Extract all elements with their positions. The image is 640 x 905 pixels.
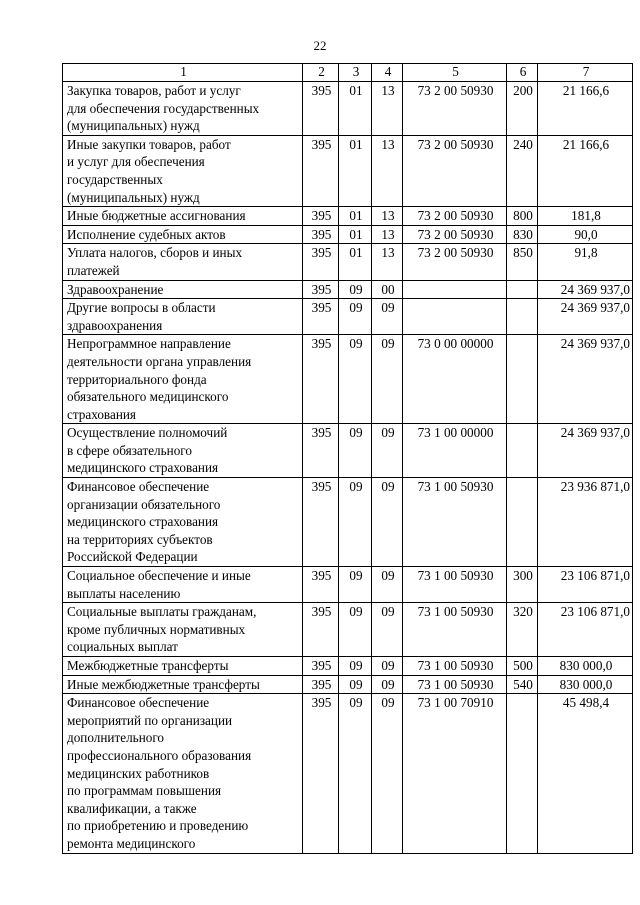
row-amount-cell: 24 369 937,0 bbox=[538, 299, 633, 335]
row-expense-type-cell bbox=[507, 280, 538, 299]
row-section-cell: 09 bbox=[339, 478, 372, 567]
row-code-cell: 395 bbox=[303, 335, 339, 424]
row-code-cell: 395 bbox=[303, 694, 339, 853]
table-row bbox=[63, 657, 633, 676]
row-name-cell: Социальное обеспечение и иные выплаты населению bbox=[63, 567, 303, 603]
row-section-cell: 01 bbox=[339, 207, 372, 226]
row-amount-cell: 91,8 bbox=[538, 244, 633, 280]
row-amount-cell: 21 166,6 bbox=[538, 135, 633, 206]
column-header: 2 bbox=[303, 64, 339, 82]
table-row bbox=[63, 478, 633, 567]
row-code-cell: 395 bbox=[303, 280, 339, 299]
row-amount-cell: 45 498,4 bbox=[538, 694, 633, 853]
row-expense-type-cell: 800 bbox=[507, 207, 538, 226]
row-section-cell: 09 bbox=[339, 657, 372, 676]
row-section-cell: 01 bbox=[339, 82, 372, 136]
row-name-cell: Другие вопросы в области здравоохранения bbox=[63, 299, 303, 335]
row-subsection-cell: 09 bbox=[372, 675, 403, 694]
row-subsection-cell: 09 bbox=[372, 478, 403, 567]
row-amount-cell: 90,0 bbox=[538, 225, 633, 244]
row-name-cell: Межбюджетные трансферты bbox=[63, 657, 303, 676]
table-row bbox=[63, 299, 633, 335]
row-amount-cell: 24 369 937,0 bbox=[538, 335, 633, 424]
column-header: 7 bbox=[538, 64, 633, 82]
row-subsection-cell: 13 bbox=[372, 82, 403, 136]
page-number: 22 bbox=[313, 38, 327, 53]
row-subsection-cell: 13 bbox=[372, 225, 403, 244]
row-amount-cell: 23 106 871,0 bbox=[538, 603, 633, 657]
table-row bbox=[63, 335, 633, 424]
table-row bbox=[63, 207, 633, 226]
row-section-cell: 09 bbox=[339, 424, 372, 478]
row-code-cell: 395 bbox=[303, 207, 339, 226]
row-subsection-cell: 09 bbox=[372, 567, 403, 603]
row-amount-cell: 24 369 937,0 bbox=[538, 424, 633, 478]
row-amount-cell: 24 369 937,0 bbox=[538, 280, 633, 299]
row-section-cell: 09 bbox=[339, 567, 372, 603]
row-subsection-cell: 09 bbox=[372, 335, 403, 424]
row-subsection-cell: 09 bbox=[372, 657, 403, 676]
row-section-cell: 09 bbox=[339, 603, 372, 657]
row-name-cell: Иные закупки товаров, работ и услуг для обеспечения государственных (муниципальных) нужд bbox=[63, 135, 303, 206]
row-target-item-cell: 73 2 00 50930 bbox=[403, 82, 507, 136]
row-expense-type-cell bbox=[507, 335, 538, 424]
column-header: 6 bbox=[507, 64, 538, 82]
row-target-item-cell: 73 2 00 50930 bbox=[403, 244, 507, 280]
row-amount-cell: 23 106 871,0 bbox=[538, 567, 633, 603]
row-section-cell: 09 bbox=[339, 280, 372, 299]
row-expense-type-cell bbox=[507, 694, 538, 853]
row-target-item-cell bbox=[403, 280, 507, 299]
row-subsection-cell: 13 bbox=[372, 135, 403, 206]
row-amount-cell: 23 936 871,0 bbox=[538, 478, 633, 567]
row-code-cell: 395 bbox=[303, 244, 339, 280]
row-target-item-cell: 73 1 00 50930 bbox=[403, 567, 507, 603]
row-section-cell: 01 bbox=[339, 244, 372, 280]
row-code-cell: 395 bbox=[303, 299, 339, 335]
row-section-cell: 01 bbox=[339, 135, 372, 206]
row-section-cell: 09 bbox=[339, 694, 372, 853]
row-expense-type-cell: 300 bbox=[507, 567, 538, 603]
header-row bbox=[63, 64, 633, 82]
row-code-cell: 395 bbox=[303, 135, 339, 206]
row-name-cell: Закупка товаров, работ и услуг для обеспечения государственных (муниципальных) нужд bbox=[63, 82, 303, 136]
row-target-item-cell: 73 0 00 00000 bbox=[403, 335, 507, 424]
table-body bbox=[63, 82, 633, 854]
row-code-cell: 395 bbox=[303, 424, 339, 478]
row-name-cell: Здравоохранение bbox=[63, 280, 303, 299]
row-section-cell: 09 bbox=[339, 675, 372, 694]
column-header: 5 bbox=[403, 64, 507, 82]
row-amount-cell: 181,8 bbox=[538, 207, 633, 226]
row-amount-cell: 830 000,0 bbox=[538, 657, 633, 676]
column-header: 1 bbox=[63, 64, 303, 82]
row-target-item-cell: 73 2 00 50930 bbox=[403, 135, 507, 206]
row-expense-type-cell: 500 bbox=[507, 657, 538, 676]
row-expense-type-cell: 320 bbox=[507, 603, 538, 657]
row-expense-type-cell: 200 bbox=[507, 82, 538, 136]
row-expense-type-cell bbox=[507, 424, 538, 478]
row-subsection-cell: 09 bbox=[372, 694, 403, 853]
row-code-cell: 395 bbox=[303, 603, 339, 657]
row-subsection-cell: 09 bbox=[372, 424, 403, 478]
row-code-cell: 395 bbox=[303, 478, 339, 567]
row-target-item-cell: 73 1 00 50930 bbox=[403, 478, 507, 567]
row-name-cell: Осуществление полномочий в сфере обязательного медицинского страхования bbox=[63, 424, 303, 478]
table-row bbox=[63, 424, 633, 478]
row-subsection-cell: 13 bbox=[372, 207, 403, 226]
row-expense-type-cell bbox=[507, 299, 538, 335]
row-subsection-cell: 09 bbox=[372, 603, 403, 657]
row-expense-type-cell: 540 bbox=[507, 675, 538, 694]
row-subsection-cell: 13 bbox=[372, 244, 403, 280]
row-target-item-cell: 73 2 00 50930 bbox=[403, 225, 507, 244]
row-name-cell: Непрограммное направление деятельности органа управления территориального фонда обязательного медицинского страхования bbox=[63, 335, 303, 424]
row-amount-cell: 830 000,0 bbox=[538, 675, 633, 694]
row-amount-cell: 21 166,6 bbox=[538, 82, 633, 136]
table-row bbox=[63, 82, 633, 136]
column-header: 4 bbox=[372, 64, 403, 82]
row-target-item-cell: 73 1 00 00000 bbox=[403, 424, 507, 478]
row-expense-type-cell: 850 bbox=[507, 244, 538, 280]
row-target-item-cell: 73 1 00 50930 bbox=[403, 657, 507, 676]
row-section-cell: 09 bbox=[339, 299, 372, 335]
row-target-item-cell: 73 2 00 50930 bbox=[403, 207, 507, 226]
row-code-cell: 395 bbox=[303, 567, 339, 603]
row-code-cell: 395 bbox=[303, 657, 339, 676]
row-name-cell: Финансовое обеспечение мероприятий по организации дополнительного профессионального образования медицинских работников по программам повышения квалификации, а также по приобретению и проведению ремонта медицинского bbox=[63, 694, 303, 853]
row-name-cell: Финансовое обеспечение организации обязательного медицинского страхования на территориях субъектов Российской Федерации bbox=[63, 478, 303, 567]
table-row bbox=[63, 694, 633, 853]
table-row bbox=[63, 244, 633, 280]
row-target-item-cell: 73 1 00 50930 bbox=[403, 603, 507, 657]
row-code-cell: 395 bbox=[303, 82, 339, 136]
table-row bbox=[63, 603, 633, 657]
row-expense-type-cell: 830 bbox=[507, 225, 538, 244]
table-row bbox=[63, 675, 633, 694]
table-row bbox=[63, 225, 633, 244]
row-target-item-cell bbox=[403, 299, 507, 335]
row-name-cell: Исполнение судебных актов bbox=[63, 225, 303, 244]
row-subsection-cell: 09 bbox=[372, 299, 403, 335]
row-target-item-cell: 73 1 00 50930 bbox=[403, 675, 507, 694]
table-row bbox=[63, 280, 633, 299]
row-name-cell: Уплата налогов, сборов и иных платежей bbox=[63, 244, 303, 280]
table-row bbox=[63, 567, 633, 603]
row-section-cell: 01 bbox=[339, 225, 372, 244]
row-subsection-cell: 00 bbox=[372, 280, 403, 299]
row-expense-type-cell: 240 bbox=[507, 135, 538, 206]
table-row bbox=[63, 135, 633, 206]
row-expense-type-cell bbox=[507, 478, 538, 567]
row-section-cell: 09 bbox=[339, 335, 372, 424]
row-name-cell: Иные бюджетные ассигнования bbox=[63, 207, 303, 226]
budget-table bbox=[62, 63, 633, 854]
row-name-cell: Иные межбюджетные трансферты bbox=[63, 675, 303, 694]
column-header: 3 bbox=[339, 64, 372, 82]
row-name-cell: Социальные выплаты гражданам, кроме публичных нормативных социальных выплат bbox=[63, 603, 303, 657]
row-code-cell: 395 bbox=[303, 225, 339, 244]
row-target-item-cell: 73 1 00 70910 bbox=[403, 694, 507, 853]
row-code-cell: 395 bbox=[303, 675, 339, 694]
